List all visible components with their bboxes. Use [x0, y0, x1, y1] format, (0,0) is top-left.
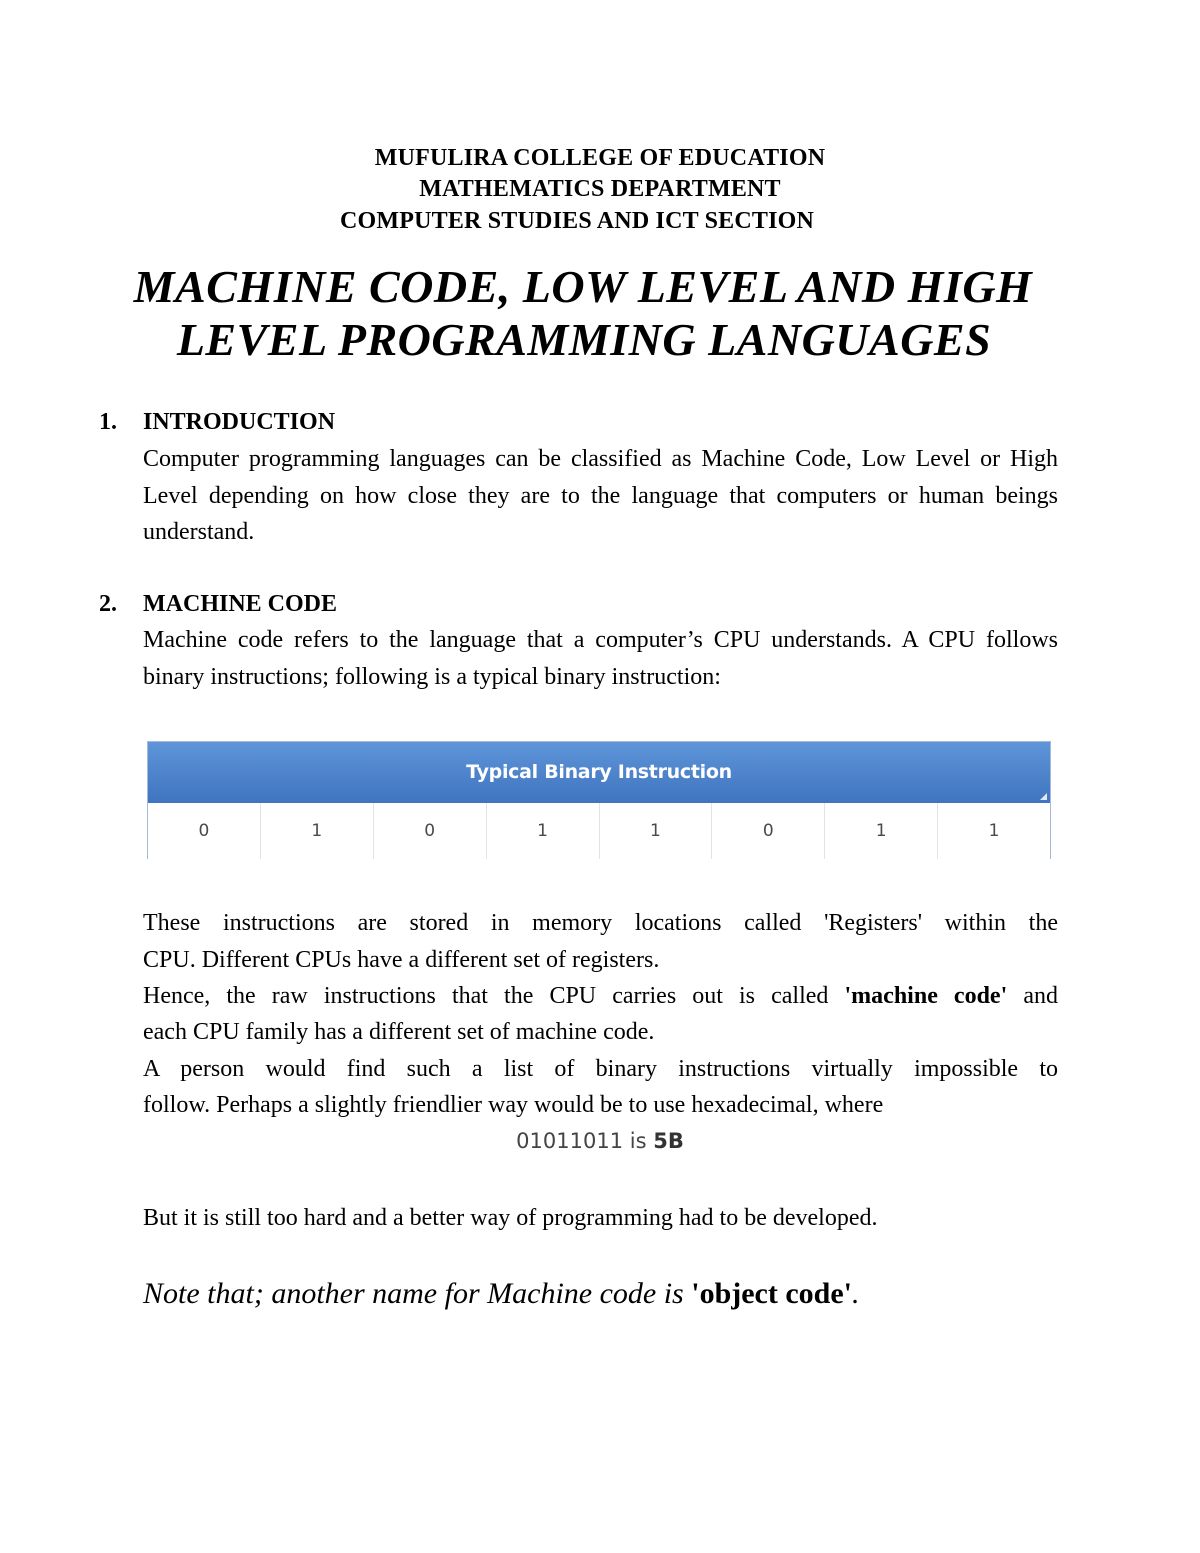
bit-cell: 0: [711, 803, 824, 859]
document-title-line-1: MACHINE CODE, LOW LEVEL AND HIGH: [133, 261, 1033, 312]
binary-table-row: [148, 803, 1050, 859]
document-title-line-2: LEVEL PROGRAMMING LANGUAGES: [176, 314, 992, 365]
hex-is-word: is: [623, 1129, 654, 1153]
hex-binary-value: 01011011: [516, 1129, 624, 1153]
bit-cell: 1: [599, 803, 712, 859]
resize-corner-icon: [1040, 793, 1047, 800]
machine-code-definition: [143, 981, 1058, 1011]
note-prefix: Note that; another name for Machine code is: [143, 1277, 692, 1310]
bit-cell: 0: [373, 803, 486, 859]
object-code-term: 'object code': [691, 1277, 853, 1310]
department-name: MATHEMATICS DEPARTMENT: [419, 176, 781, 202]
binary-table-header: [148, 742, 1050, 803]
bit-cell: 1: [824, 803, 937, 859]
hence-prefix: Hence, the raw instructions that the CPU carries out is called: [143, 983, 845, 1009]
person-text-line-1: A person would find such a list of binary instructions virtually impossible to: [143, 1056, 1058, 1082]
bit-cell: 1: [260, 803, 373, 859]
hence-suffix: and: [1007, 983, 1059, 1009]
object-code-note: [143, 1276, 860, 1312]
machine-code-term: 'machine code': [844, 983, 1008, 1009]
section-1-number: 1.: [99, 409, 117, 435]
section-2-body: Machine code refers to the language that a computer’s CPU understands. A CPU follows binary instructions; following is a typical binary instruction:: [143, 627, 1058, 690]
hex-value: 5B: [653, 1129, 684, 1153]
cpu-family-line: each CPU family has a different set of machine code.: [143, 1019, 655, 1045]
note-suffix: .: [852, 1277, 860, 1310]
registers-text-line-2: CPU. Different CPUs have a different set of registers.: [143, 947, 660, 973]
person-text-line-2: follow. Perhaps a slightly friendlier way would be to use hexadecimal, where: [143, 1092, 884, 1118]
bit-cell: 1: [486, 803, 599, 859]
still-hard-text: But it is still too hard and a better way of programming had to be developed.: [143, 1205, 878, 1231]
section-name: COMPUTER STUDIES AND ICT SECTION: [339, 208, 815, 234]
section-2-heading: MACHINE CODE: [143, 591, 338, 617]
section-1-body: Computer programming languages can be classified as Machine Code, Low Level or High Level depending on how close they are to the language that computers or human beings understand.: [143, 446, 1058, 545]
bit-cell: 1: [937, 803, 1050, 859]
section-2-number: 2.: [99, 591, 117, 617]
section-1-heading: INTRODUCTION: [143, 409, 336, 435]
hex-example: [0, 1126, 1200, 1156]
registers-text-line-1: These instructions are stored in memory locations called 'Registers' within the: [143, 910, 1058, 936]
binary-table-title: Typical Binary Instruction: [466, 761, 732, 783]
binary-instruction-table: [147, 741, 1051, 859]
college-name: MUFULIRA COLLEGE OF EDUCATION: [374, 145, 826, 171]
bit-cell: 0: [198, 821, 210, 841]
